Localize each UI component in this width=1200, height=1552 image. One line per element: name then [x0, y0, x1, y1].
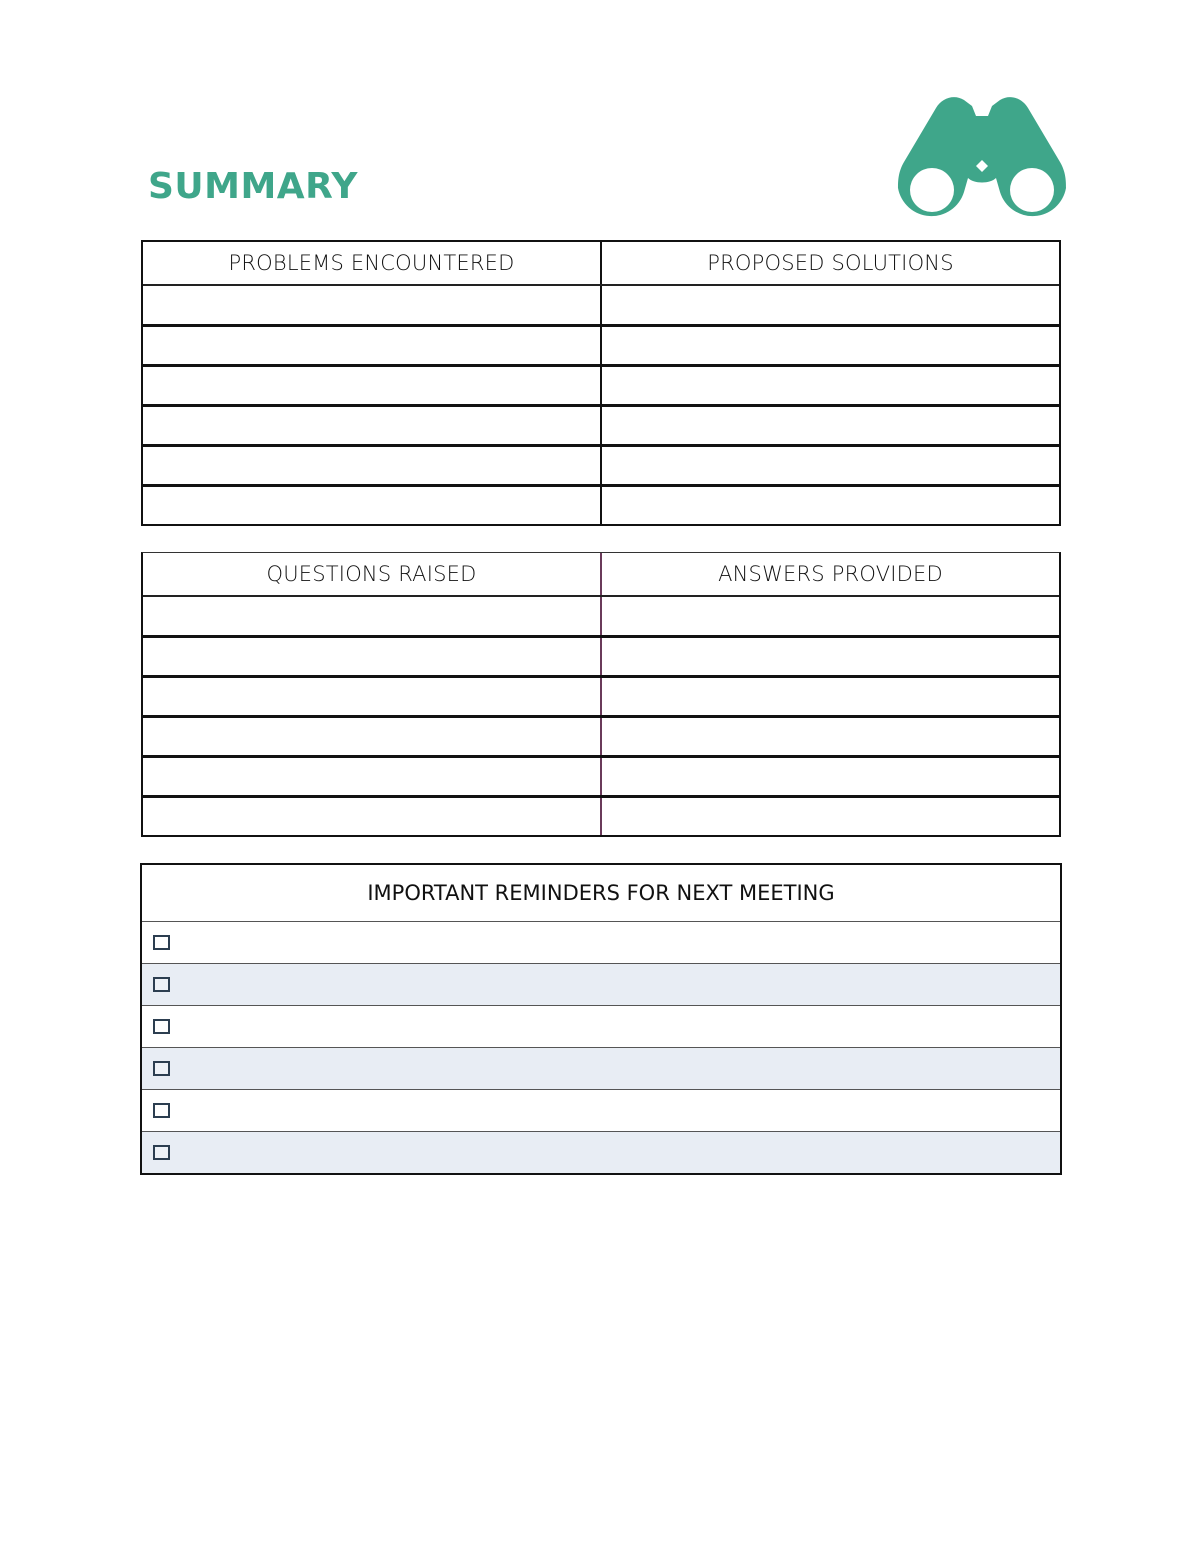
reminders-header: IMPORTANT REMINDERS FOR NEXT MEETING [142, 865, 1060, 921]
question-cell[interactable] [143, 798, 600, 835]
question-cell[interactable] [143, 638, 600, 675]
problems-solutions-table [141, 240, 1061, 526]
reminders-checklist [140, 863, 1062, 1175]
table-row [143, 364, 1059, 404]
header-problems-encountered: PROBLEMS ENCOUNTERED [228, 251, 515, 275]
problem-cell[interactable] [143, 487, 600, 524]
page-title: SUMMARY [148, 166, 358, 207]
answer-cell[interactable] [600, 638, 1059, 675]
problem-cell[interactable] [143, 447, 600, 484]
checkbox-icon[interactable] [153, 977, 170, 992]
checkbox-icon[interactable] [153, 1019, 170, 1034]
header-questions-raised: QUESTIONS RAISED [266, 562, 477, 586]
table-row [143, 284, 1059, 324]
table-row [143, 675, 1059, 715]
table-row [143, 715, 1059, 755]
solution-cell[interactable] [600, 487, 1059, 524]
question-cell[interactable] [143, 678, 600, 715]
table-row [143, 324, 1059, 364]
answer-cell[interactable] [600, 718, 1059, 755]
table-row [143, 444, 1059, 484]
table-row [143, 404, 1059, 444]
table-header-row [143, 242, 1059, 284]
solution-cell[interactable] [600, 286, 1059, 324]
question-cell[interactable] [143, 718, 600, 755]
problem-cell[interactable] [143, 327, 600, 364]
checkbox-icon[interactable] [153, 935, 170, 950]
reminder-item[interactable] [142, 1005, 1060, 1047]
header-proposed-solutions: PROPOSED SOLUTIONS [600, 242, 1059, 284]
table-row [143, 635, 1059, 675]
problem-cell[interactable] [143, 286, 600, 324]
question-cell[interactable] [143, 597, 600, 635]
reminder-item[interactable] [142, 1131, 1060, 1173]
table-row [143, 795, 1059, 835]
checkbox-icon[interactable] [153, 1103, 170, 1118]
problem-cell[interactable] [143, 407, 600, 444]
question-cell[interactable] [143, 758, 600, 795]
answer-cell[interactable] [600, 597, 1059, 635]
binoculars-icon [896, 96, 1068, 224]
table-row [143, 484, 1059, 524]
reminder-item[interactable] [142, 963, 1060, 1005]
checkbox-icon[interactable] [153, 1061, 170, 1076]
reminder-item[interactable] [142, 1047, 1060, 1089]
checkbox-icon[interactable] [153, 1145, 170, 1160]
reminder-item[interactable] [142, 1089, 1060, 1131]
answer-cell[interactable] [600, 758, 1059, 795]
solution-cell[interactable] [600, 407, 1059, 444]
reminder-item[interactable] [142, 921, 1060, 963]
solution-cell[interactable] [600, 327, 1059, 364]
answer-cell[interactable] [600, 678, 1059, 715]
problem-cell[interactable] [143, 367, 600, 404]
solution-cell[interactable] [600, 367, 1059, 404]
table-row [143, 595, 1059, 635]
table-row [143, 755, 1059, 795]
header-answers-provided: ANSWERS PROVIDED [600, 553, 1059, 595]
answer-cell[interactable] [600, 798, 1059, 835]
table-header-row [143, 553, 1059, 595]
questions-answers-table [141, 552, 1061, 837]
solution-cell[interactable] [600, 447, 1059, 484]
